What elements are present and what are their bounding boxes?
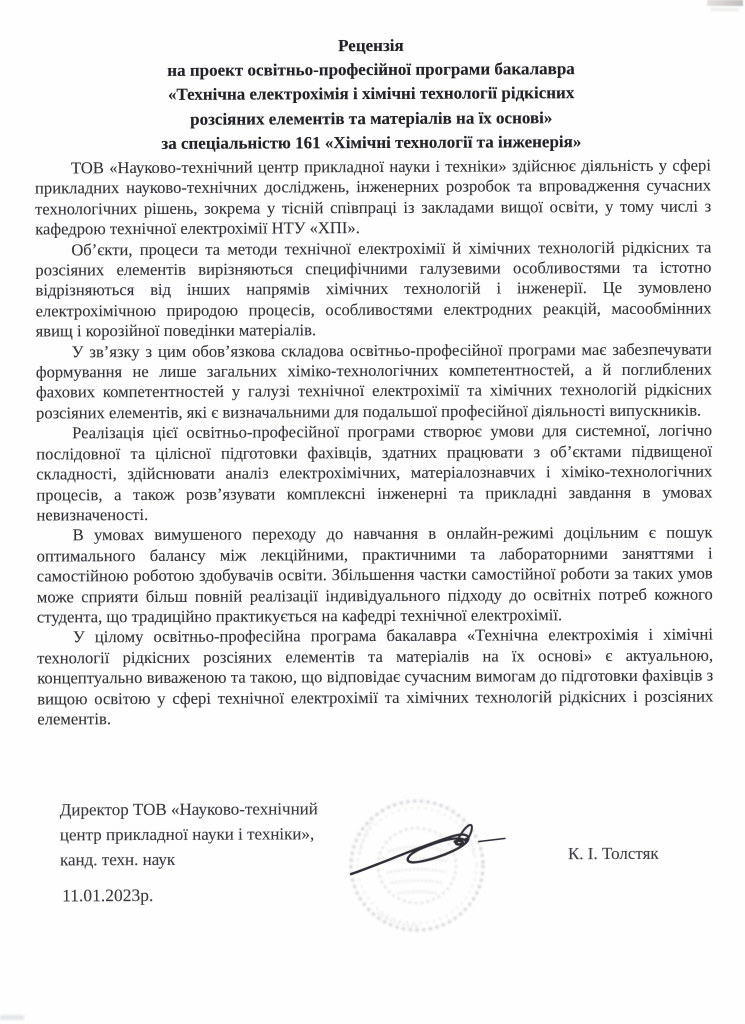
title-line-5: за спеціальністю 161 «Хімічні технології та інженерія» bbox=[161, 131, 582, 153]
paragraph-1: ТОВ «Науково-технічний центр прикладної науки і техніки» здійснює діяльність у сфері прикладних науково-технічних досліджень, інженерних розробок та впровадження сучасних технологічних рішень, зокрема у тісній співпраці із закладами вищої освіти, у тому числі з кафедрою технічної електрохімії НТУ «ХПІ». bbox=[34, 155, 712, 239]
signatory-role bbox=[60, 796, 360, 872]
signature-icon bbox=[347, 815, 512, 888]
signatory-role-line-1: Директор ТОВ «Науково-технічний bbox=[59, 799, 318, 820]
title-line-1: Рецензія bbox=[338, 35, 404, 56]
document-date: 11.01.2023р. bbox=[62, 884, 154, 906]
title-line-4: розсіяних елементів та матеріалів на їх основі» bbox=[190, 107, 553, 129]
document-body bbox=[35, 156, 713, 730]
paragraph-6: У цілому освітньо-професійна програма бакалавра «Технічна електрохімія і хімічні технології рідкісних розсіяних елементів та матеріалів на їх основі» є актуальною, концептуально виваженою та такою, що відповідає сучасним вимогам до підготовки фахівців з вищою освітою у сфері технічної електрохімії та хімічних технологій рідкісних і розсіяних елементів. bbox=[37, 624, 714, 729]
title-line-2: на проект освітньо-професійної програми бакалавра bbox=[167, 59, 575, 81]
paragraph-4: Реалізація цієї освітньо-професійної програми створює умови для системної, логічно послідовної та цілісної підготовки фахівців, здатних працювати з об’єктами підвищеної складності, здійснювати аналіз електрохімічних, матеріалознавчих і хіміко-технологічних процесів, а також розв’язувати комплексні інженерні та прикладні завдання в умовах невизначеності. bbox=[36, 420, 713, 525]
signatory-role-line-3: канд. техн. наук bbox=[59, 849, 176, 870]
paragraph-5: В умовах вимушеного переходу до навчання в онлайн-режимі доцільним є пошук оптимального балансу між лекційними, практичними та лабораторними заняттями і самостійною роботою здобувачів освіти. Збільшення частки самостійної роботи за таких умов може сприяти більш повній реалізації індивідуального підходу до освітніх потреб кожного студента, що традиційно практикується на кафедрі технічної електрохімії. bbox=[36, 522, 713, 627]
title-line-3: «Технічна електрохімія і хімічні технології рідкісних bbox=[167, 83, 575, 105]
signatory-name: К. І. Толстяк bbox=[567, 843, 659, 864]
signatory-role-line-2: центр прикладної науки і техніки», bbox=[59, 824, 315, 845]
paragraph-2: Об’єкти, процеси та методи технічної електрохімії й хімічних технологій рідкісних та розсіяних елементів вирізняються специфічними галузевими особливостями та істотно відрізняються від інших напрямів хімічних технологій і інженерії. Це зумовлено електрохімічною природою процесів, особливостями електродних реакцій, масообмінних явищ і корозійної поведінки матеріалів. bbox=[35, 237, 712, 341]
paragraph-3: У зв’язку з цим обов’язкова складова освітньо-професійної програми має забезпечувати формування не лише загальних хіміко-технологічних компетентностей, а й поглиблених фахових компетентностей у галузі технічної електрохімії та хімічних технологій рідкісних розсіяних елементів, які є визначальними для подальшої професійної діяльності випускників. bbox=[35, 339, 712, 423]
document-title bbox=[0, 32, 744, 156]
